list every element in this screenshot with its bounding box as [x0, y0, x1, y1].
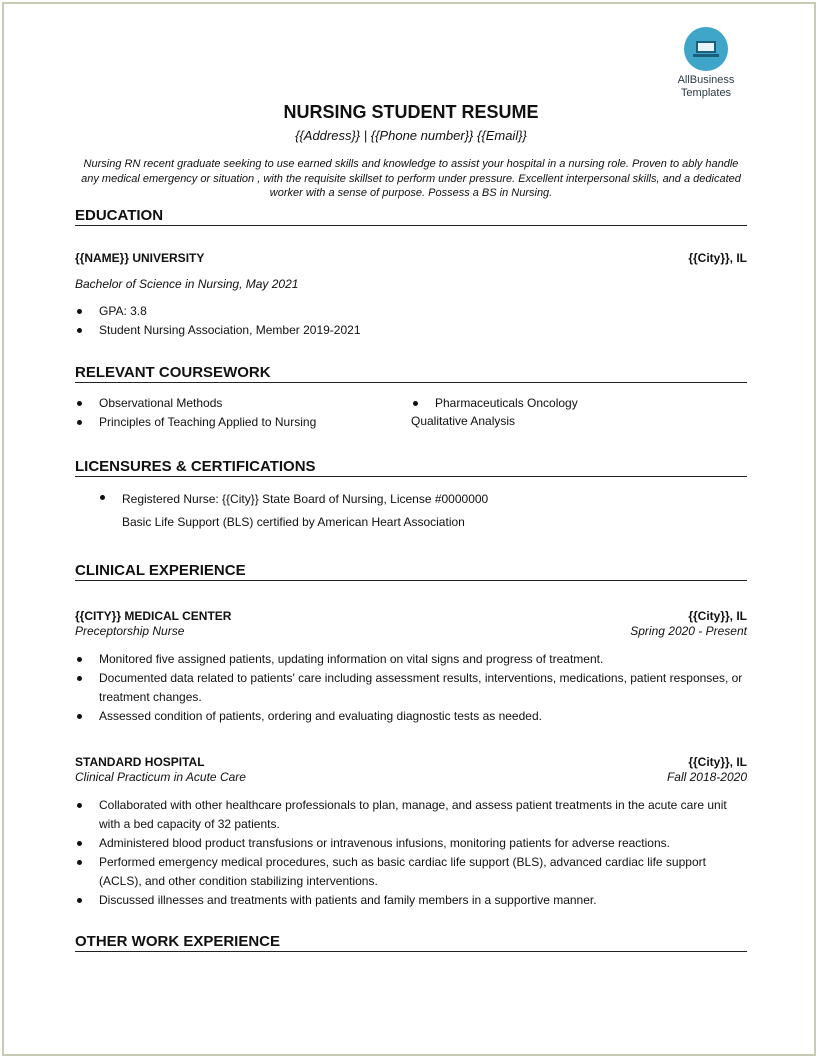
list-item: Monitored five assigned patients, updating information on vital signs and progress of treatment.	[75, 650, 747, 669]
list-item: Principles of Teaching Applied to Nursing	[75, 413, 405, 432]
list-item: Registered Nurse: {{City}} State Board of Nursing, License #0000000	[98, 488, 747, 511]
school-name: {{NAME}} UNIVERSITY	[75, 251, 205, 265]
coursework-plain-item: Qualitative Analysis	[411, 414, 516, 428]
job-duties-list	[75, 650, 747, 726]
list-item: Basic Life Support (BLS) certified by American Heart Association	[122, 515, 465, 529]
coursework-list-left	[75, 394, 405, 432]
list-item: Student Nursing Association, Member 2019-2021	[75, 321, 747, 340]
licensures-heading: LICENSURES & CERTIFICATIONS	[75, 458, 747, 477]
coursework-list-right	[411, 394, 747, 413]
job-dates: Spring 2020 - Present	[630, 624, 747, 638]
list-item: Administered blood product transfusions or intravenous infusions, monitoring patients for adverse reactions.	[75, 834, 747, 853]
coursework-heading: RELEVANT COURSEWORK	[75, 364, 747, 383]
degree-line: Bachelor of Science in Nursing, May 2021	[75, 277, 299, 291]
list-item: Documented data related to patients' care including assessment results, interventions, medications, patient responses, or treatment changes.	[75, 669, 747, 707]
licensures-list	[98, 488, 747, 534]
list-item: Observational Methods	[75, 394, 405, 413]
logo-text: AllBusiness Templates	[677, 74, 735, 99]
education-heading: EDUCATION	[75, 207, 747, 226]
allbusiness-logo[interactable]	[666, 27, 746, 100]
summary-paragraph: Nursing RN recent graduate seeking to use earned skills and knowledge to assist your hospital in a nursing role. Proven to ably handle any medical emergency or situation , with the requisite skillset to perform under pressure. Excellent interpersonal skills, and a dedicated worker with a sense of purpose. Possess a BS in Nursing.	[81, 158, 741, 199]
resume-title: NURSING STUDENT RESUME	[283, 102, 539, 122]
laptop-icon	[684, 27, 728, 71]
list-item: Collaborated with other healthcare professionals to plan, manage, and assess patient treatments in the acute care unit with a bed capacity of 32 patients.	[75, 796, 747, 834]
other-work-heading: OTHER WORK EXPERIENCE	[75, 933, 747, 952]
clinical-heading: CLINICAL EXPERIENCE	[75, 562, 747, 581]
employer-location: {{City}}, IL	[688, 609, 747, 623]
list-item: Discussed illnesses and treatments with patients and family members in a supportive manner.	[75, 891, 747, 910]
list-item: Pharmaceuticals Oncology	[411, 394, 747, 413]
job-duties-list	[75, 796, 747, 910]
list-item: Performed emergency medical procedures, such as basic cardiac life support (BLS), advanced cardiac life support (ACLS), and other condition stabilizing interventions.	[75, 853, 747, 891]
school-location: {{City}}, IL	[688, 251, 747, 265]
employer-location: {{City}}, IL	[688, 755, 747, 769]
job-role: Preceptorship Nurse	[75, 624, 185, 638]
education-list	[75, 302, 747, 340]
list-item: GPA: 3.8	[75, 302, 747, 321]
job-role: Clinical Practicum in Acute Care	[75, 770, 246, 784]
employer-name: STANDARD HOSPITAL	[75, 755, 205, 769]
list-item: Assessed condition of patients, ordering and evaluating diagnostic tests as needed.	[75, 707, 747, 726]
employer-name: {{CITY}} MEDICAL CENTER	[75, 609, 232, 623]
contact-line: {{Address}} | {{Phone number}} {{Email}}	[295, 128, 527, 143]
job-dates: Fall 2018-2020	[666, 770, 747, 784]
